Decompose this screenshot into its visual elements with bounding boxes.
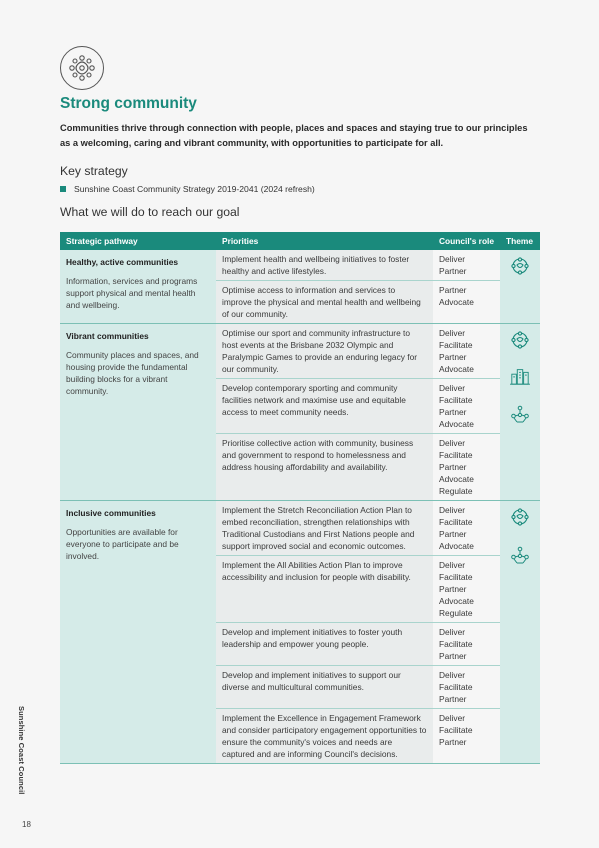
- pathway-group: [60, 324, 540, 501]
- pathway-cell: [60, 501, 216, 763]
- theme-cell: [500, 250, 540, 323]
- role-item: Facilitate: [439, 395, 473, 405]
- role-cell: [433, 324, 500, 378]
- role-item: Partner: [439, 266, 467, 276]
- role-item: Deliver: [439, 438, 466, 448]
- table-row: [216, 434, 500, 500]
- priority-cell: Implement health and wellbeing initiatives to foster healthy and active lifestyles.: [216, 250, 433, 280]
- role-item: Facilitate: [439, 517, 473, 527]
- pathway-group: [60, 250, 540, 324]
- role-item: Partner: [439, 285, 467, 295]
- community-circle-icon: [510, 256, 530, 276]
- priority-cell: Implement the Excellence in Engagement Framework and consider participatory engagement opportunities to ensure the community's voices and needs are captured and are informing Council's decisions.: [216, 709, 433, 763]
- role-item: Facilitate: [439, 340, 473, 350]
- role-item: Partner: [439, 407, 467, 417]
- role-item: Deliver: [439, 713, 466, 723]
- pathway-group: [60, 501, 540, 764]
- role-item: Partner: [439, 651, 467, 661]
- council-side-label: Sunshine Coast Council: [17, 706, 26, 795]
- pathway-description: Information, services and programs support physical and mental health and wellbeing.: [66, 276, 198, 310]
- theme-cell: [500, 324, 540, 500]
- role-item: Deliver: [439, 670, 466, 680]
- role-item: Partner: [439, 737, 467, 747]
- priority-cell: Develop and implement initiatives to support our diverse and multicultural communities.: [216, 666, 433, 708]
- header-pathway: Strategic pathway: [66, 236, 138, 246]
- priority-cell: Prioritise collective action with community, business and government to respond to homelessness and address housing affordability and availability.: [216, 434, 433, 500]
- pathway-description: Community places and spaces, and housing provide the fundamental building blocks for a vibrant community.: [66, 350, 199, 396]
- role-item: Facilitate: [439, 725, 473, 735]
- table-body: [60, 250, 540, 764]
- role-item: Facilitate: [439, 572, 473, 582]
- role-cell: [433, 623, 500, 665]
- role-item: Facilitate: [439, 450, 473, 460]
- role-cell: [433, 709, 500, 763]
- role-item: Deliver: [439, 627, 466, 637]
- role-item: Partner: [439, 584, 467, 594]
- priority-cell: Develop contemporary sporting and community facilities network and maximise use and equitable access to meet community needs.: [216, 379, 433, 433]
- table-header: [60, 232, 540, 250]
- pathway-cell: [60, 324, 216, 500]
- key-strategy-heading: Key strategy: [60, 164, 128, 178]
- key-strategy-item: [60, 184, 315, 194]
- role-item: Advocate: [439, 541, 474, 551]
- priority-cell: Implement the All Abilities Action Plan to improve accessibility and inclusion for people with disability.: [216, 556, 433, 622]
- table-row: [216, 250, 500, 281]
- role-item: Advocate: [439, 364, 474, 374]
- priority-rows: [216, 324, 500, 500]
- role-item: Partner: [439, 352, 467, 362]
- table-row: [216, 324, 500, 379]
- people-network-icon: [510, 404, 530, 424]
- table-row: [216, 556, 500, 623]
- role-item: Advocate: [439, 419, 474, 429]
- priority-cell: Optimise our sport and community infrastructure to host events at the Brisbane 2032 Olympic and Paralympic Games to provide an enduring legacy for our community.: [216, 324, 433, 378]
- section-title: Strong community: [60, 95, 197, 112]
- goal-table: [60, 232, 540, 764]
- strong-community-logo-icon: [60, 46, 104, 90]
- priority-cell: Implement the Stretch Reconciliation Action Plan to embed reconciliation, strengthen relationships with Traditional Custodians and First Nations people and support improved social and economic outcomes.: [216, 501, 433, 555]
- role-item: Regulate: [439, 486, 473, 496]
- pathway-cell: [60, 250, 216, 323]
- role-item: Facilitate: [439, 639, 473, 649]
- goal-heading: What we will do to reach our goal: [60, 205, 240, 219]
- role-item: Advocate: [439, 297, 474, 307]
- role-cell: [433, 434, 500, 500]
- role-item: Partner: [439, 529, 467, 539]
- table-row: [216, 379, 500, 434]
- role-cell: [433, 666, 500, 708]
- role-item: Advocate: [439, 596, 474, 606]
- priority-cell: Optimise access to information and services to improve the physical and mental health and wellbeing of our community.: [216, 281, 433, 323]
- table-row: [216, 623, 500, 666]
- role-cell: [433, 556, 500, 622]
- city-buildings-icon: [510, 366, 530, 386]
- role-item: Deliver: [439, 560, 466, 570]
- priority-rows: [216, 501, 500, 763]
- role-cell: [433, 379, 500, 433]
- role-item: Advocate: [439, 474, 474, 484]
- role-item: Deliver: [439, 505, 466, 515]
- table-row: [216, 666, 500, 709]
- table-row: [216, 501, 500, 556]
- key-strategy-text: Sunshine Coast Community Strategy 2019-2041 (2024 refresh): [74, 184, 315, 194]
- page-number: 18: [22, 820, 31, 829]
- table-row: [216, 709, 500, 763]
- theme-cell: [500, 501, 540, 763]
- people-network-icon: [510, 545, 530, 565]
- pathway-description: Opportunities are available for everyone to participate and be involved.: [66, 527, 179, 561]
- table-row: [216, 281, 500, 323]
- role-item: Partner: [439, 694, 467, 704]
- priority-cell: Develop and implement initiatives to foster youth leadership and empower young people.: [216, 623, 433, 665]
- community-circle-icon: [510, 330, 530, 350]
- community-circle-icon: [510, 507, 530, 527]
- priority-rows: [216, 250, 500, 323]
- role-item: Partner: [439, 462, 467, 472]
- role-item: Deliver: [439, 328, 466, 338]
- role-cell: [433, 250, 500, 280]
- role-item: Regulate: [439, 608, 473, 618]
- pathway-title: Vibrant communities: [66, 331, 149, 341]
- pathway-title: Inclusive communities: [66, 508, 156, 518]
- role-cell: [433, 281, 500, 323]
- square-bullet-icon: [60, 186, 66, 192]
- role-item: Facilitate: [439, 682, 473, 692]
- pathway-title: Healthy, active communities: [66, 257, 179, 267]
- role-item: Deliver: [439, 254, 466, 264]
- role-cell: [433, 501, 500, 555]
- role-item: Deliver: [439, 383, 466, 393]
- section-intro: Communities thrive through connection with people, places and spaces and staying true to our principles as a welcoming, caring and vibrant community, with opportunities to participate for all.: [60, 123, 528, 148]
- header-priorities: Priorities: [222, 236, 259, 246]
- header-role: Council's role: [439, 236, 495, 246]
- header-theme: Theme: [506, 236, 533, 246]
